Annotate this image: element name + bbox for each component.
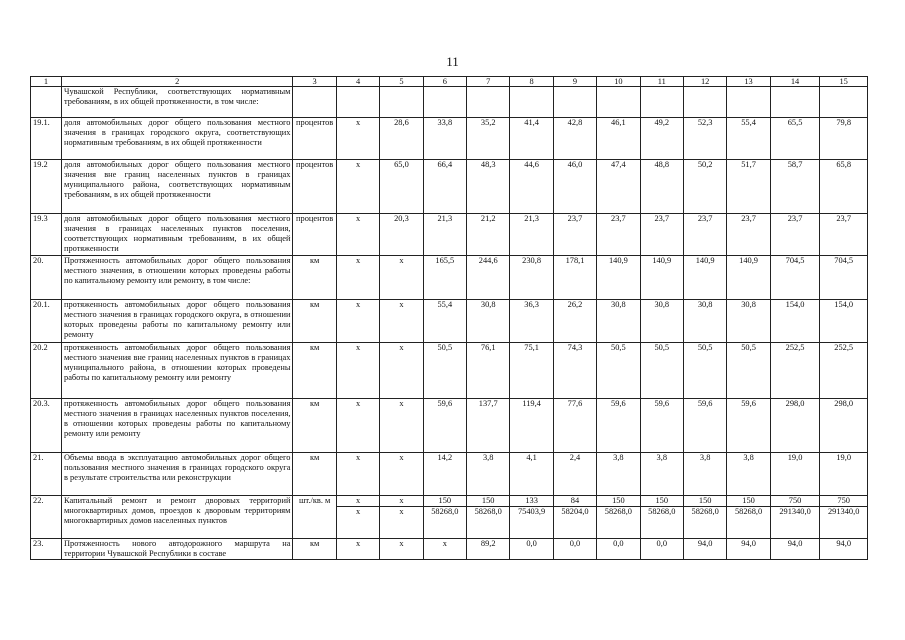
row-value: 47,4 [597,160,640,214]
row-value: 51,7 [727,160,770,214]
table-row [31,118,868,160]
column-header: 8 [510,77,553,87]
row-value: 30,8 [597,300,640,343]
row-value: 2,4 [553,453,596,496]
row-value: 48,3 [467,160,510,214]
row-value: 94,0 [820,539,868,560]
row-value: 23,7 [770,214,820,256]
row-value: 30,8 [467,300,510,343]
row-unit: процентов [293,160,336,214]
row-value: x [336,343,379,399]
row-value: 150 [727,496,770,507]
row-value: 65,0 [380,160,423,214]
row-unit: км [293,343,336,399]
table-row [31,256,868,300]
row-value: 58268,0 [640,507,683,539]
row-value: 750 [770,496,820,507]
row-value: x [336,300,379,343]
row-code: 19.1. [31,118,62,160]
row-value: 119,4 [510,399,553,453]
row-value: 23,7 [553,214,596,256]
row-value: 140,9 [640,256,683,300]
row-value [640,87,683,118]
row-code: 23. [31,539,62,560]
row-value: x [380,300,423,343]
row-value: 704,5 [770,256,820,300]
row-value: 30,8 [727,300,770,343]
row-value: 79,8 [820,118,868,160]
row-value: 65,5 [770,118,820,160]
row-value: 59,6 [727,399,770,453]
row-value: 23,7 [727,214,770,256]
row-value: 50,5 [727,343,770,399]
row-value: 23,7 [640,214,683,256]
row-value: 58268,0 [683,507,726,539]
row-value: 74,3 [553,343,596,399]
row-value [683,87,726,118]
row-value: 0,0 [597,539,640,560]
row-value: 291340,0 [770,507,820,539]
row-value: 44,6 [510,160,553,214]
row-value: 50,5 [640,343,683,399]
row-value: x [336,496,379,507]
row-value: 21,3 [510,214,553,256]
table-row [31,399,868,453]
column-header: 13 [727,77,770,87]
row-value [336,87,379,118]
row-value: x [380,399,423,453]
column-header: 10 [597,77,640,87]
table-row [31,214,868,256]
table-row [31,539,868,560]
row-value: x [380,507,423,539]
column-header: 14 [770,77,820,87]
column-header: 3 [293,77,336,87]
row-unit [293,87,336,118]
row-description: Протяженность нового автодорожного маршрута на территории Чувашской Республики в составе [62,539,293,560]
row-code: 19.3 [31,214,62,256]
table-row [31,87,868,118]
row-value: 58204,0 [553,507,596,539]
row-description: доля автомобильных дорог общего пользования местного значения в границах городского округа, соответствующих нормативным требованиям, в их общей протяженности [62,118,293,160]
row-value: x [336,118,379,160]
row-value: 58268,0 [423,507,466,539]
row-unit: процентов [293,118,336,160]
row-value: 59,6 [597,399,640,453]
row-value: 55,4 [423,300,466,343]
row-value: 704,5 [820,256,868,300]
column-header: 6 [423,77,466,87]
row-value: 46,0 [553,160,596,214]
row-value: 76,1 [467,343,510,399]
row-value: 0,0 [640,539,683,560]
row-value: 23,7 [597,214,640,256]
row-value [727,87,770,118]
header-row [31,77,868,87]
row-value: 50,5 [597,343,640,399]
row-value [553,87,596,118]
row-value [510,87,553,118]
row-value: 48,8 [640,160,683,214]
row-value: 3,8 [683,453,726,496]
row-value: 3,8 [597,453,640,496]
column-header: 5 [380,77,423,87]
row-value: 178,1 [553,256,596,300]
row-value: 50,5 [683,343,726,399]
column-header: 4 [336,77,379,87]
row-description: Капитальный ремонт и ремонт дворовых территорий многоквартирных домов, проездов к дворовым территориям многоквартирных домов населенных пунктов [62,496,293,539]
row-description: доля автомобильных дорог общего пользования местного значения вне границ населенных пунктов в границах муниципального района, соответствующих нормативным требованиям, в их общей протяженности [62,160,293,214]
row-value: 21,3 [423,214,466,256]
row-value: 0,0 [553,539,596,560]
row-description: Чувашской Республики, соответствующих нормативным требованиям, в их общей протяженности, в том числе: [62,87,293,118]
row-value [380,87,423,118]
row-description: доля автомобильных дорог общего пользования местного значения в границах населенных пунктов поселения, соответствующих нормативным требованиям, в их общей протяженности [62,214,293,256]
row-value: 165,5 [423,256,466,300]
row-value: x [336,507,379,539]
row-value: x [380,539,423,560]
row-code: 22. [31,496,62,539]
row-value [820,87,868,118]
row-unit: шт./кв. м [293,496,336,539]
row-value: 36,3 [510,300,553,343]
row-value: 140,9 [683,256,726,300]
row-value: x [423,539,466,560]
row-code: 21. [31,453,62,496]
row-value: 150 [683,496,726,507]
row-description: протяженность автомобильных дорог общего пользования местного значения в границах городского округа, в отношении которых проведены работы по капитальному ремонту или ремонту [62,300,293,343]
row-code: 19.2 [31,160,62,214]
row-value: 58268,0 [467,507,510,539]
row-value: 49,2 [640,118,683,160]
row-value: 750 [820,496,868,507]
row-value [423,87,466,118]
row-value: 133 [510,496,553,507]
row-value: 21,2 [467,214,510,256]
row-value: 150 [467,496,510,507]
row-value: x [336,256,379,300]
row-value: 298,0 [770,399,820,453]
row-value: 58268,0 [727,507,770,539]
row-value: 19,0 [820,453,868,496]
row-code: 20.3. [31,399,62,453]
row-value: 0,0 [510,539,553,560]
row-value: 58,7 [770,160,820,214]
row-value [597,87,640,118]
row-description: Протяженность автомобильных дорог общего пользования местного значения, в отношении которых проведены работы по капитальному ремонту или ремонту, в том числе: [62,256,293,300]
row-code [31,87,62,118]
indicators-table [30,76,868,560]
table-row [31,300,868,343]
row-value: 3,8 [727,453,770,496]
row-value: 154,0 [770,300,820,343]
row-value: x [336,160,379,214]
row-value: 50,2 [683,160,726,214]
row-unit: км [293,256,336,300]
row-value: 137,7 [467,399,510,453]
row-value: 75403,9 [510,507,553,539]
row-value: x [380,343,423,399]
row-code: 20. [31,256,62,300]
row-value: 154,0 [820,300,868,343]
row-value: 3,8 [467,453,510,496]
row-value: 59,6 [683,399,726,453]
row-value: 41,4 [510,118,553,160]
column-header: 11 [640,77,683,87]
table-row [31,496,868,507]
row-value: 230,8 [510,256,553,300]
row-value: 58268,0 [597,507,640,539]
row-value [770,87,820,118]
row-value: 89,2 [467,539,510,560]
row-value: 20,3 [380,214,423,256]
row-value: 52,3 [683,118,726,160]
row-value: 298,0 [820,399,868,453]
row-unit: км [293,300,336,343]
row-value: x [380,453,423,496]
row-value: 30,8 [683,300,726,343]
row-description: Объемы ввода в эксплуатацию автомобильных дорог общего пользования местного значения в границах городского округа в результате строительства или реконструкции [62,453,293,496]
row-unit: км [293,539,336,560]
row-value: 140,9 [727,256,770,300]
column-header: 2 [62,77,293,87]
row-value: 59,6 [640,399,683,453]
row-value: 150 [640,496,683,507]
table-row [31,343,868,399]
row-value: 75,1 [510,343,553,399]
row-value: x [336,539,379,560]
row-value: 94,0 [770,539,820,560]
row-value: x [336,453,379,496]
row-value: x [336,399,379,453]
row-value: x [380,496,423,507]
row-value: 26,2 [553,300,596,343]
row-value: 140,9 [597,256,640,300]
row-value: 23,7 [683,214,726,256]
row-code: 20.2 [31,343,62,399]
row-value: 94,0 [683,539,726,560]
row-unit: км [293,399,336,453]
table-body [31,77,868,560]
table-row [31,160,868,214]
row-value: 59,6 [423,399,466,453]
row-value: 3,8 [640,453,683,496]
row-value: 252,5 [820,343,868,399]
row-code: 20.1. [31,300,62,343]
row-value: 77,6 [553,399,596,453]
row-value: x [380,256,423,300]
row-value: 42,8 [553,118,596,160]
row-value: 46,1 [597,118,640,160]
page-number: 11 [446,54,459,69]
row-value: 150 [597,496,640,507]
column-header: 1 [31,77,62,87]
row-description: протяженность автомобильных дорог общего пользования местного значения вне границ населенных пунктов в границах муниципального района, в отношении которых проведены работы по капитальному ремонту или ремонту [62,343,293,399]
row-value: 252,5 [770,343,820,399]
row-description: протяженность автомобильных дорог общего пользования местного значения в границах населенных пунктов поселения, в отношении которых проведены работы по капитальному ремонту или ремонту [62,399,293,453]
row-value: 30,8 [640,300,683,343]
column-header: 12 [683,77,726,87]
row-unit: процентов [293,214,336,256]
row-value: 291340,0 [820,507,868,539]
row-value: 14,2 [423,453,466,496]
row-unit: км [293,453,336,496]
row-value: 23,7 [820,214,868,256]
row-value: 28,6 [380,118,423,160]
column-header: 15 [820,77,868,87]
table-row [31,453,868,496]
row-value: 94,0 [727,539,770,560]
column-header: 9 [553,77,596,87]
row-value: 33,8 [423,118,466,160]
row-value [467,87,510,118]
row-value: 50,5 [423,343,466,399]
row-value: 4,1 [510,453,553,496]
row-value: 244,6 [467,256,510,300]
row-value: 150 [423,496,466,507]
row-value: x [336,214,379,256]
row-value: 65,8 [820,160,868,214]
row-value: 66,4 [423,160,466,214]
row-value: 35,2 [467,118,510,160]
row-value: 19,0 [770,453,820,496]
row-value: 55,4 [727,118,770,160]
column-header: 7 [467,77,510,87]
row-value: 84 [553,496,596,507]
